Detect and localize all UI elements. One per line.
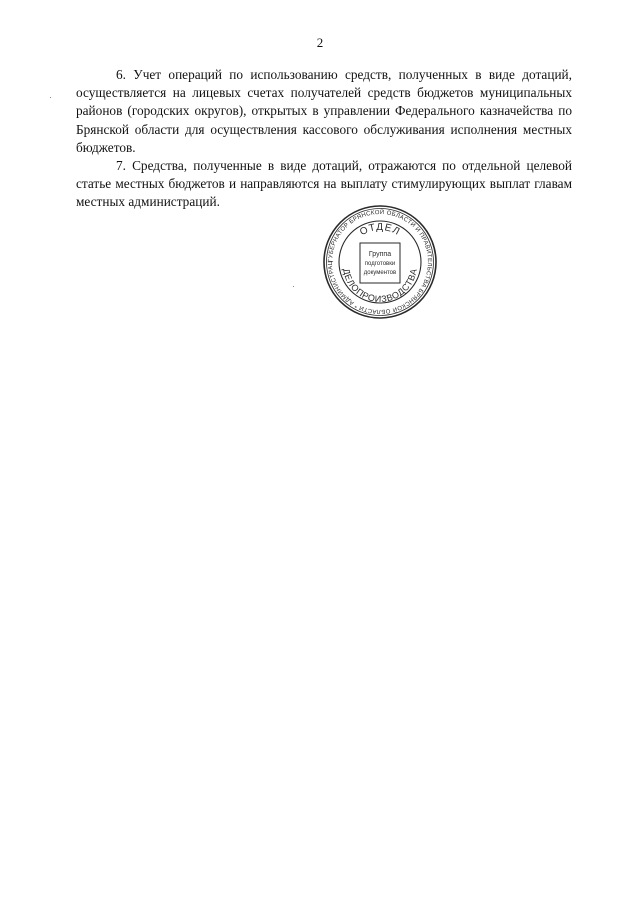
paragraph-6: 6. Учет операций по использованию средств, полученных в виде дотаций, осуществляется на лицевых счетах получателей средств бюджетов муниципальных районов (городских округов), открытых в управлении Федерального казначейства по Брянской области для осуществления кассового обслуживания исполнения местных бюджетов. [76, 67, 572, 155]
stamp-arc-bottom: ДЕЛОПРОИЗВОДСТВА [341, 267, 419, 305]
document-body [76, 66, 572, 212]
stamp-inner-line-2: подготовки [364, 261, 396, 267]
page-number: 2 [316, 35, 324, 50]
stamp-inner-line-1: Группа [368, 251, 392, 258]
scan-speck [293, 286, 294, 287]
stamp-arc-top: ОТДЕЛ [358, 221, 402, 239]
scan-speck [50, 97, 51, 98]
paragraph-7: 7. Средства, полученные в виде дотаций, отражаются по отдельной целевой статье местных бюджетов и направляются на выплату стимулирующих выплат главам местных администраций. [76, 158, 572, 210]
stamp-outer-text: ГУБЕРНАТОР БРЯНСКОЙ ОБЛАСТИ И ПРАВИТЕЛЬСТВА БРЯНСКОЙ ОБЛАСТИ * АДМИНИСТРАЦ [327, 209, 433, 315]
office-stamp [321, 203, 439, 321]
stamp-inner-line-3: документов [363, 270, 397, 276]
stamp-seal [321, 203, 439, 321]
